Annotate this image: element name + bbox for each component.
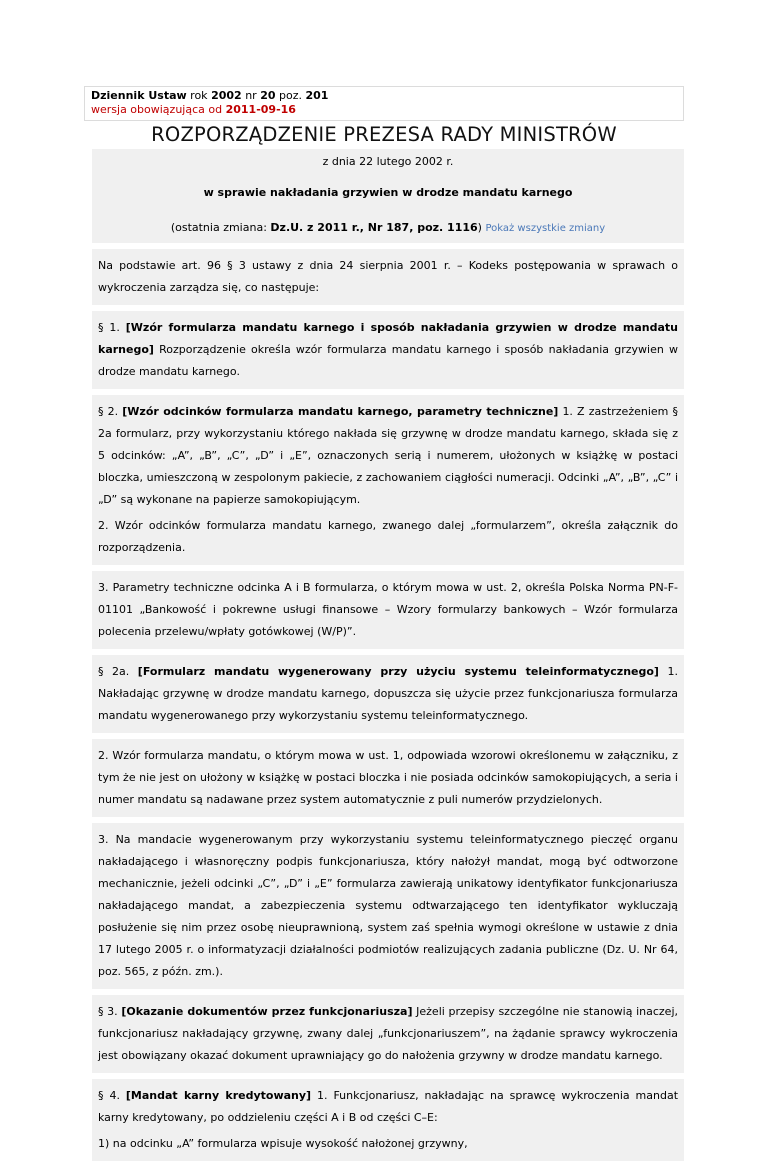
journal-line <box>91 89 677 103</box>
version-line <box>91 103 677 117</box>
show-all-changes-link[interactable]: Pokaż wszystkie zmiany <box>485 223 606 234</box>
section-3-p1 <box>98 1001 678 1067</box>
section-2a-text: 1. Nakładając grzywnę w drodze mandatu karnego, dopuszcza się użycie przez funkcjonariusza formularza mandatu wygenerowanego przy wykorzystaniu systemu teleinformatycznego. <box>98 665 678 722</box>
journal-label: Dziennik Ustaw <box>91 89 187 102</box>
document-header <box>84 86 684 121</box>
section-1 <box>92 311 684 389</box>
preamble <box>92 249 684 305</box>
document-title: ROZPORZĄDZENIE PREZESA RADY MINISTRÓW <box>151 123 617 146</box>
section-4-p2: 1) na odcinku „A” formularza wpisuje wysokość nałożonej grzywny, <box>98 1137 468 1150</box>
section-4-text: 1. Funkcjonariusz, nakładając na sprawcę wykroczenia mandat karny kredytowany, po oddzieleniu części A i B od części C–E: <box>98 1089 679 1124</box>
section-2-text-1: 1. Z zastrzeżeniem § 2a formularz, przy wykorzystaniu którego nakłada się grzywnę w drodze mandatu karnego, składa się z 5 odcinków: „A”, „B”, „C”, „D” i „E”, oznaczonych serią i numerem, ułożonych w książkę w postaci bloczka, umieszczoną w zespolonym pakiecie, z zachowaniem ciągłości numeracji. Odcinki „A”, „B”, „C” i „D” są wykonane na papierze samokopiującym. <box>98 405 679 506</box>
section-4 <box>92 1079 684 1161</box>
poz-word: poz. <box>279 89 302 102</box>
section-2a-p1 <box>98 661 678 727</box>
poz-value: 201 <box>305 89 329 102</box>
document-page <box>84 0 684 1161</box>
section-2-p2: 2. Wzór odcinków formularza mandatu karnego, zwanego dalej „formularzem”, określa załącznik do rozporządzenia. <box>98 519 678 554</box>
last-change-ref: Dz.U. z 2011 r., Nr 187, poz. 1116 <box>270 221 478 234</box>
section-2-ust-3 <box>92 571 684 649</box>
section-1-p1 <box>98 317 678 383</box>
section-1-number: § 1. <box>98 321 120 334</box>
version-label: wersja obowiązująca od <box>91 103 223 116</box>
section-2a-ust-3 <box>92 823 684 989</box>
section-2-number: § 2. <box>98 405 119 418</box>
section-1-text: Rozporządzenie określa wzór formularza mandatu karnego i sposób nakładania grzywien w drodze mandatu karnego. <box>98 343 679 378</box>
section-3-heading: [Okazanie dokumentów przez funkcjonariusza] <box>121 1005 413 1018</box>
section-2a-ust-2 <box>92 739 684 817</box>
last-change-line <box>92 211 684 243</box>
year-word: rok <box>190 89 208 102</box>
section-2-heading: [Wzór odcinków formularza mandatu karnego, parametry techniczne] <box>122 405 559 418</box>
year-value: 2002 <box>211 89 242 102</box>
section-4-heading: [Mandat karny kredytowany] <box>125 1089 312 1102</box>
preamble-text: Na podstawie art. 96 § 3 ustawy z dnia 24 sierpnia 2001 r. – Kodeks postępowania w sprawach o wykroczenia zarządza się, co następuje: <box>98 259 678 294</box>
section-3-text: Jeżeli przepisy szczególne nie stanowią inaczej, funkcjonariusz nakładający grzywnę, zwany dalej „funkcjonariuszem”, na żądanie sprawcy wykroczenia jest obowiązany okazać dokument uprawniający go do nałożenia grzywny w drodze mandatu karnego. <box>98 1005 679 1062</box>
version-date: 2011-09-16 <box>225 103 296 116</box>
last-change-prefix: (ostatnia zmiana: <box>170 221 271 234</box>
last-change-suffix: ) <box>477 221 482 234</box>
date-line: z dnia 22 lutego 2002 r. <box>92 149 684 174</box>
section-2a-ust-2-text: 2. Wzór formularza mandatu, o którym mowa w ust. 1, odpowiada wzorowi określonemu w załączniku, z tym że nie jest on ułożony w książkę w postaci bloczka i nie posiada odcinków samokopiujących, a seria i numer mandatu są nadawane przez system automatycznie z puli numerów przydzielonych. <box>98 749 678 806</box>
section-2a <box>92 655 684 733</box>
section-4-number: § 4. <box>98 1089 120 1102</box>
section-2a-heading: [Formularz mandatu wygenerowany przy użyciu systemu teleinformatycznego] <box>137 665 659 678</box>
section-4-p1 <box>98 1085 678 1129</box>
section-2 <box>92 395 684 565</box>
section-3-number: § 3. <box>98 1005 118 1018</box>
subject-line: w sprawie nakładania grzywien w drodze mandatu karnego <box>92 174 684 211</box>
section-2-ust-3-text: 3. Parametry techniczne odcinka A i B formularza, o którym mowa w ust. 2, określa Polska Norma PN-F-01101 „Bankowość i pokrewne usługi finansowe – Wzory formularzy bankowych – Wzór formularza polecenia przelewu/wpłaty gotówkowej (W/P)”. <box>98 581 678 638</box>
section-3 <box>92 995 684 1073</box>
nr-value: 20 <box>260 89 276 102</box>
section-2a-number: § 2a. <box>98 665 130 678</box>
nr-word: nr <box>245 89 257 102</box>
section-2a-ust-3-text: 3. Na mandacie wygenerowanym przy wykorzystaniu systemu teleinformatycznego pieczęć organu nakładającego i własnoręczny podpis funkcjonariusza, który nałożył mandat, mogą być odtworzone mechanicznie, jeżeli odcinki „C”, „D” i „E” formularza zawierają unikatowy identyfikator funkcjonariusza nakładającego mandat, a zabezpieczenia systemu odtwarzającego ten identyfikator wykluczają posłużenie się nim przez osobę nieuprawnioną, system zaś spełnia wymogi określone w ustawie z dnia 17 lutego 2005 r. o informatyzacji działalności podmiotów realizujących zadania publiczne (Dz. U. Nr 64, poz. 565, z późn. zm.). <box>98 833 678 978</box>
section-2-p1 <box>98 401 678 511</box>
section-1-heading: [Wzór formularza mandatu karnego i sposób nakładania grzywien w drodze mandatu karnego] <box>98 321 678 356</box>
